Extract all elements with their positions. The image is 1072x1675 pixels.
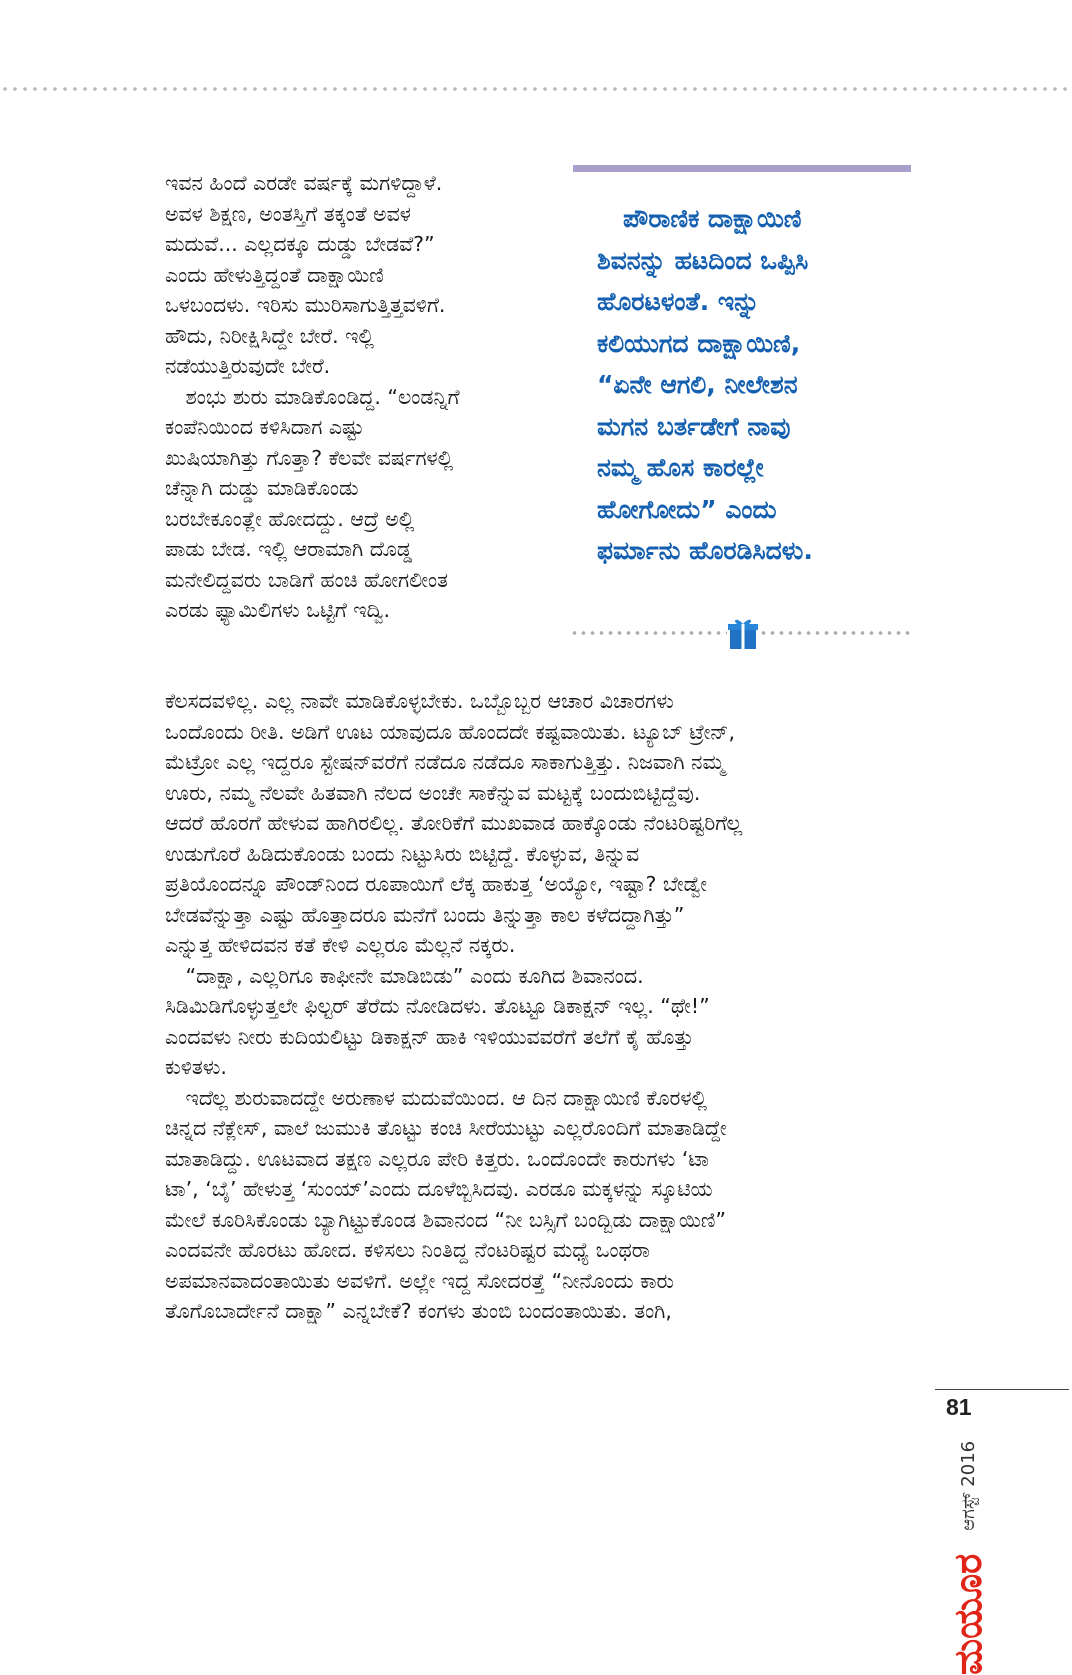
text-line: ಎಂದು ಹೇಳುತ್ತಿದ್ದಂತೆ ದಾಕ್ಷಾಯಿಣಿ xyxy=(165,262,384,287)
text-line: ಸಿಡಿಮಿಡಿಗೊಳ್ಳುತ್ತಲೇ ಫಿಲ್ಟರ್ ತೆರೆದು ನೋಡಿದಳು. ತೊಟ್ಟೂ ಡಿಕಾಕ್ಷನ್ ಇಲ್ಲ. “ಥೇ!” xyxy=(165,994,710,1018)
top-dotted-border xyxy=(0,86,1072,92)
text-line: ಶಿವನನ್ನು ಹಟದಿಂದ ಒಪ್ಪಿಸಿ xyxy=(597,245,809,275)
body-text-left-column xyxy=(165,168,560,626)
text-line: ಫರ್ಮಾನು ಹೊರಡಿಸಿದಳು. xyxy=(597,536,813,565)
text-line: ಎಂದವಳು ನೀರು ಕುದಿಯಲಿಟ್ಟು ಡಿಕಾಕ್ಷನ್ ಹಾಕಿ ಇಳಿಯುವವರೆಗೆ ತಲೆಗೆ ಕೈ ಹೊತ್ತು xyxy=(165,1024,694,1049)
text-line: ಉಡುಗೊರೆ ಹಿಡಿದುಕೊಂಡು ಬಂದು ನಿಟ್ಟುಸಿರು ಬಿಟ್ಟಿದ್ದೆ. ಕೊಳ್ಳುವ, ತಿನ್ನುವ xyxy=(165,841,640,866)
text-line: ಎರಡು ಫ್ಯಾಮಿಲಿಗಳು ಒಟ್ಟಿಗೆ ಇದ್ವಿ. xyxy=(165,598,391,622)
footer-rule xyxy=(935,1389,1069,1390)
text-line: ಮೇಲೆ ಕೂರಿಸಿಕೊಂಡು ಬ್ಯಾಗಿಟ್ಟುಕೊಂಡ ಶಿವಾನಂದ “ನೀ ಬಸ್ಸಿಗೆ ಬಂದ್ಬಿಡು ದಾಕ್ಷಾಯಿಣಿ” xyxy=(165,1207,726,1232)
text-line: ಚಿನ್ನದ ನೆಕ್ಲೇಸ್, ವಾಲೆ ಜುಮುಕಿ ತೊಟ್ಟು ಕಂಚಿ ಸೀರೆಯುಟ್ಟು ಎಲ್ಲರೊಂದಿಗೆ ಮಾತಾಡಿದ್ದೇ xyxy=(165,1116,727,1140)
text-line: ಇದೆಲ್ಲ ಶುರುವಾದದ್ದೇ ಅರುಣಾಳ ಮದುವೆಯಿಂದ. ಆ ದಿನ ದಾಕ್ಷಾಯಿಣಿ ಕೊರಳಲ್ಲಿ xyxy=(165,1085,708,1110)
text-line: ಬರಬೇಕೂಂತ್ಲೇ ಹೋದದ್ದು. ಆದ್ರೆ ಅಲ್ಲಿ xyxy=(165,506,415,531)
text-line: ಖುಷಿಯಾಗಿತ್ತು ಗೊತ್ತಾ? ಕೆಲವೇ ವರ್ಷಗಳಲ್ಲಿ xyxy=(165,445,454,470)
text-line: ಊರು, ನಮ್ಮ ನೆಲವೇ ಹಿತವಾಗಿ ನೆಲದ ಅಂಚೇ ಸಾಕೆನ್ನುವ ಮಟ್ಟಕ್ಕೆ ಬಂದುಬಿಟ್ಟಿದ್ದೆವು. xyxy=(165,780,701,805)
text-line: ನಡೆಯುತ್ತಿರುವುದೇ ಬೇರೆ. xyxy=(165,354,331,378)
text-line: ಕಲಿಯುಗದ ದಾಕ್ಷಾಯಿಣಿ, xyxy=(597,328,801,358)
text-line: “ದಾಕ್ಷಾ, ಎಲ್ಲರಿಗೂ ಕಾಫೀನೇ ಮಾಡಿಬಿಡು” ಎಂದು ಕೂಗಿದ ಶಿವಾನಂದ. xyxy=(165,963,644,988)
page-number: 81 xyxy=(946,1394,972,1420)
text-line: ಮಗನ ಬರ್ತಡೇಗೆ ನಾವು xyxy=(597,411,791,441)
text-line: ಕುಳಿತಳು. xyxy=(165,1055,227,1079)
text-line: ಇವನ ಹಿಂದೆ ಎರಡೇ ವರ್ಷಕ್ಕೆ ಮಗಳಿದ್ದಾಳೆ. xyxy=(165,171,443,195)
text-line: ಅವಳ ಶಿಕ್ಷಣ, ಅಂತಸ್ತಿಗೆ ತಕ್ಕಂತೆ ಅವಳ xyxy=(165,201,411,226)
text-line: ಕೆಲಸದವಳಿಲ್ಲ. ಎಲ್ಲ ನಾವೇ ಮಾಡಿಕೊಳ್ಳಬೇಕು. ಒಬ್ಬೊಬ್ಬರ ಆಚಾರ ವಿಚಾರಗಳು xyxy=(165,689,674,713)
text-line: ಟಾ’, ‘ಬೈ’ ಹೇಳುತ್ತ ‘ಸುಂಯ್’ಎಂದು ದೂಳೆಬ್ಬಿಸಿದವು. ಎರಡೂ ಮಕ್ಕಳನ್ನು ಸ್ಕೂಟಿಯ xyxy=(165,1177,713,1201)
text-line: ಮನೇಲಿದ್ದವರು ಬಾಡಿಗೆ ಹಂಚಿ ಹೋಗಲೀಂತ xyxy=(165,567,448,592)
text-line: ಕಂಪೆನಿಯಿಂದ ಕಳಿಸಿದಾಗ ಎಷ್ಟು xyxy=(165,415,364,439)
text-line: ಮಾತಾಡಿದ್ದು. ಊಟವಾದ ತಕ್ಷಣ ಎಲ್ಲರೂ ಪೇರಿ ಕಿತ್ತರು. ಒಂದೊಂದೇ ಕಾರುಗಳು ‘ಟಾ xyxy=(165,1146,709,1171)
gift-icon xyxy=(727,616,759,650)
text-line: ಹೊರಟಳಂತೆ. ಇನ್ನು xyxy=(597,287,760,316)
text-line: ಪೌರಾಣಿಕ ದಾಕ್ಷಾಯಿಣಿ xyxy=(623,204,802,233)
text-line: ಎನ್ನುತ್ತ ಹೇಳಿದವನ ಕತೆ ಕೇಳಿ ಎಲ್ಲರೂ ಮೆಲ್ಲನೆ ನಕ್ಕರು. xyxy=(165,933,516,957)
text-line: ಎಂದವನೇ ಹೊರಟು ಹೋದ. ಕಳಿಸಲು ನಿಂತಿದ್ದ ನೆಂಟರಿಷ್ಟರ ಮಧ್ಯೆ ಒಂಥರಾ xyxy=(165,1238,650,1262)
text-line: ಒಳಬಂದಳು. ಇರಿಸು ಮುರಿಸಾಗುತ್ತಿತ್ತವಳಿಗೆ. xyxy=(165,293,446,317)
text-line: ನಮ್ಮ ಹೊಸ ಕಾರಲ್ಲೇ xyxy=(597,453,764,482)
text-line: ತೊಗೊಬಾರ್ದೇನೆ ದಾಕ್ಷಾ” ಎನ್ನಬೇಕೆ? ಕಂಗಳು ತುಂಬಿ ಬಂದಂತಾಯಿತು. ತಂಗಿ, xyxy=(165,1299,672,1323)
issue-date: ಆಗಸ್ಟ್ 2016 xyxy=(958,1440,979,1531)
text-line: ಮದುವೆ... ಎಲ್ಲದಕ್ಕೂ ದುಡ್ಡು ಬೇಡವೆ?” xyxy=(165,232,435,256)
body-text-full-width xyxy=(165,686,910,1327)
text-line: ಪಾಡು ಬೇಡ. ಇಲ್ಲಿ ಆರಾಮಾಗಿ ದೊಡ್ಡ xyxy=(165,537,413,561)
text-line: ಶಂಭು ಶುರು ಮಾಡಿಕೊಂಡಿದ್ದ. “ಲಂಡನ್ನಿಗೆ xyxy=(165,384,460,409)
text-line: ಮೆಟ್ರೋ ಎಲ್ಲ ಇದ್ದರೂ ಸ್ಟೇಷನ್‌ವರೆಗೆ ನಡೆದೂ ನಡೆದೂ ಸಾಕಾಗುತ್ತಿತ್ತು. ನಿಜವಾಗಿ ನಮ್ಮ xyxy=(165,750,725,774)
magazine-name: ಮಯೂರ xyxy=(946,1553,990,1675)
text-line: ಚೆನ್ನಾಗಿ ದುಡ್ಡು ಮಾಡಿಕೊಂಡು xyxy=(165,476,359,500)
text-line: ಒಂದೊಂದು ರೀತಿ. ಅಡಿಗೆ ಊಟ ಯಾವುದೂ ಹೊಂದದೇ ಕಷ್ಟವಾಯಿತು. ಟ್ಯೂಬ್ ಟ್ರೇನ್, xyxy=(165,719,735,744)
text-line: “ಏನೇ ಆಗಲಿ, ನೀಲೇಶನ xyxy=(597,370,798,399)
text-line: ಹೋಗೋದು” ಎಂದು xyxy=(597,494,777,524)
pullquote xyxy=(597,198,909,572)
text-line: ಆದರೆ ಹೊರಗೆ ಹೇಳುವ ಹಾಗಿರಲಿಲ್ಲ. ತೋರಿಕೆಗೆ ಮುಖವಾಡ ಹಾಕ್ಕೊಂಡು ನೆಂಟರಿಷ್ಟರಿಗೆಲ್ಲ xyxy=(165,811,743,835)
text-line: ಹೌದು, ನಿರೀಕ್ಷಿಸಿದ್ದೇ ಬೇರೆ. ಇಲ್ಲಿ xyxy=(165,323,375,348)
pullquote-top-bar xyxy=(573,165,911,172)
text-line: ಬೇಡವೆನ್ನುತ್ತಾ ಎಷ್ಟು ಹೊತ್ತಾದರೂ ಮನೆಗೆ ಬಂದು ತಿನ್ನುತ್ತಾ ಕಾಲ ಕಳೆದದ್ದಾಗಿತ್ತು” xyxy=(165,902,685,927)
text-line: ಅಪಮಾನವಾದಂತಾಯಿತು ಅವಳಿಗೆ. ಅಲ್ಲೇ ಇದ್ದ ಸೋದರತ್ತೆ “ನೀನೊಂದು ಕಾರು xyxy=(165,1268,674,1293)
text-line: ಪ್ರತಿಯೊಂದನ್ನೂ ಪೌಂಡ್‌ನಿಂದ ರೂಪಾಯಿಗೆ ಲೆಕ್ಕ ಹಾಕುತ್ತ ‘ಅಯ್ಯೋ, ಇಷ್ಟಾ? ಬೇಡ್ವೇ xyxy=(165,872,708,896)
